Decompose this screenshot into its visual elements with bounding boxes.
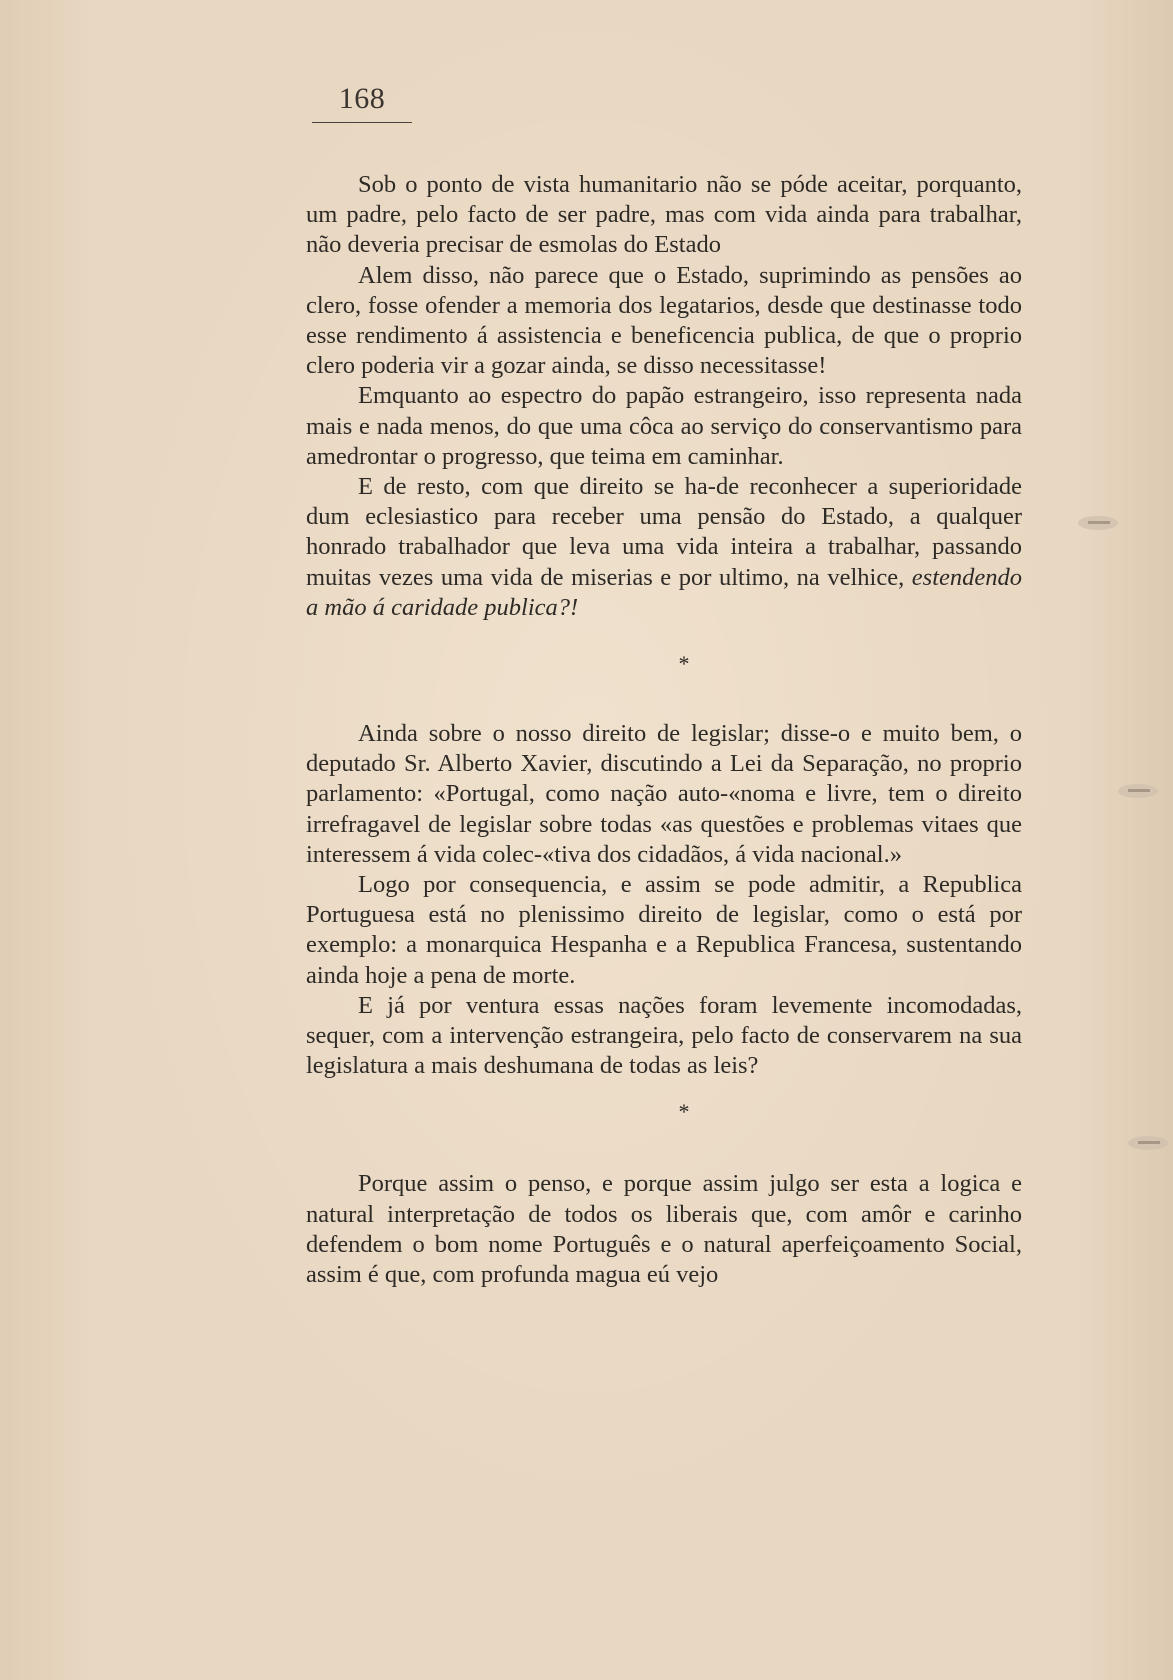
page-number: 168 [312,82,412,123]
page-body [306,170,1022,1290]
paragraph: E já por ventura essas nações foram levemente incomodadas, sequer, com a intervenção estrangeira, pelo facto de conservarem na sua legislatura a mais deshumana de todas as leis? [306,991,1022,1080]
section-separator: * [678,651,690,677]
paragraph: Ainda sobre o nosso direito de legislar; disse-o e muito bem, o deputado Sr. Alberto Xavier, discutindo a Lei da Separação, no proprio parlamento: «Portugal, como nação auto-«noma e livre, tem o direito irrefragavel de legislar sobre todas «as questões e problemas vitaes que interessem á vida colec-«tiva dos cidadãos, á vida nacional.» [306,720,1022,868]
binding-tab-mark [1128,1136,1168,1150]
paragraph-text: E de resto, com que direito se ha-de reconhecer a superioridade dum eclesiastico para receber uma pensão do Estado, a qualquer honrado trabalhador que leva uma vida inteira a trabalhar, passando muitas vezes uma vida de miserias e por ultimo, na velhice, [306,473,1022,591]
binding-tab-mark [1078,516,1118,530]
paragraph [306,472,1022,623]
paragraph: Sob o ponto de vista humanitario não se póde aceitar, porquanto, um padre, pelo facto de ser padre, mas com vida ainda para trabalhar, não deveria precisar de esmolas do Estado [306,171,1022,259]
paragraph: Alem disso, não parece que o Estado, suprimindo as pensões ao clero, fosse ofender a memoria dos legatarios, desde que destinasse todo esse rendimento á assistencia e beneficencia publica, de que o proprio clero poderia vir a gozar ainda, se disso necessitasse! [306,261,1022,380]
paragraph: Logo por consequencia, e assim se pode admitir, a Republica Portuguesa está no plenissimo direito de legislar, como o está por exemplo: a monarquica Hespanha e a Republica Francesa, sustentando ainda hoje a pena de morte. [306,871,1022,989]
binding-tab-mark [1118,784,1158,798]
paragraph: Emquanto ao espectro do papão estrangeiro, isso representa nada mais e nada menos, do que uma côca ao serviço do conservantismo para amedrontar o progresso, que teima em caminhar. [306,382,1022,470]
paragraph: Porque assim o penso, e porque assim julgo ser esta a logica e natural interpretação de todos os liberais que, com amôr e carinho defendem o bom nome Português e o natural aperfeiçoamento Social, assim é que, com profunda magua eú vejo [306,1170,1022,1289]
section-separator: * [678,1099,690,1125]
italic-phrase: estendendo a mão á caridade publica?! [306,563,1022,621]
